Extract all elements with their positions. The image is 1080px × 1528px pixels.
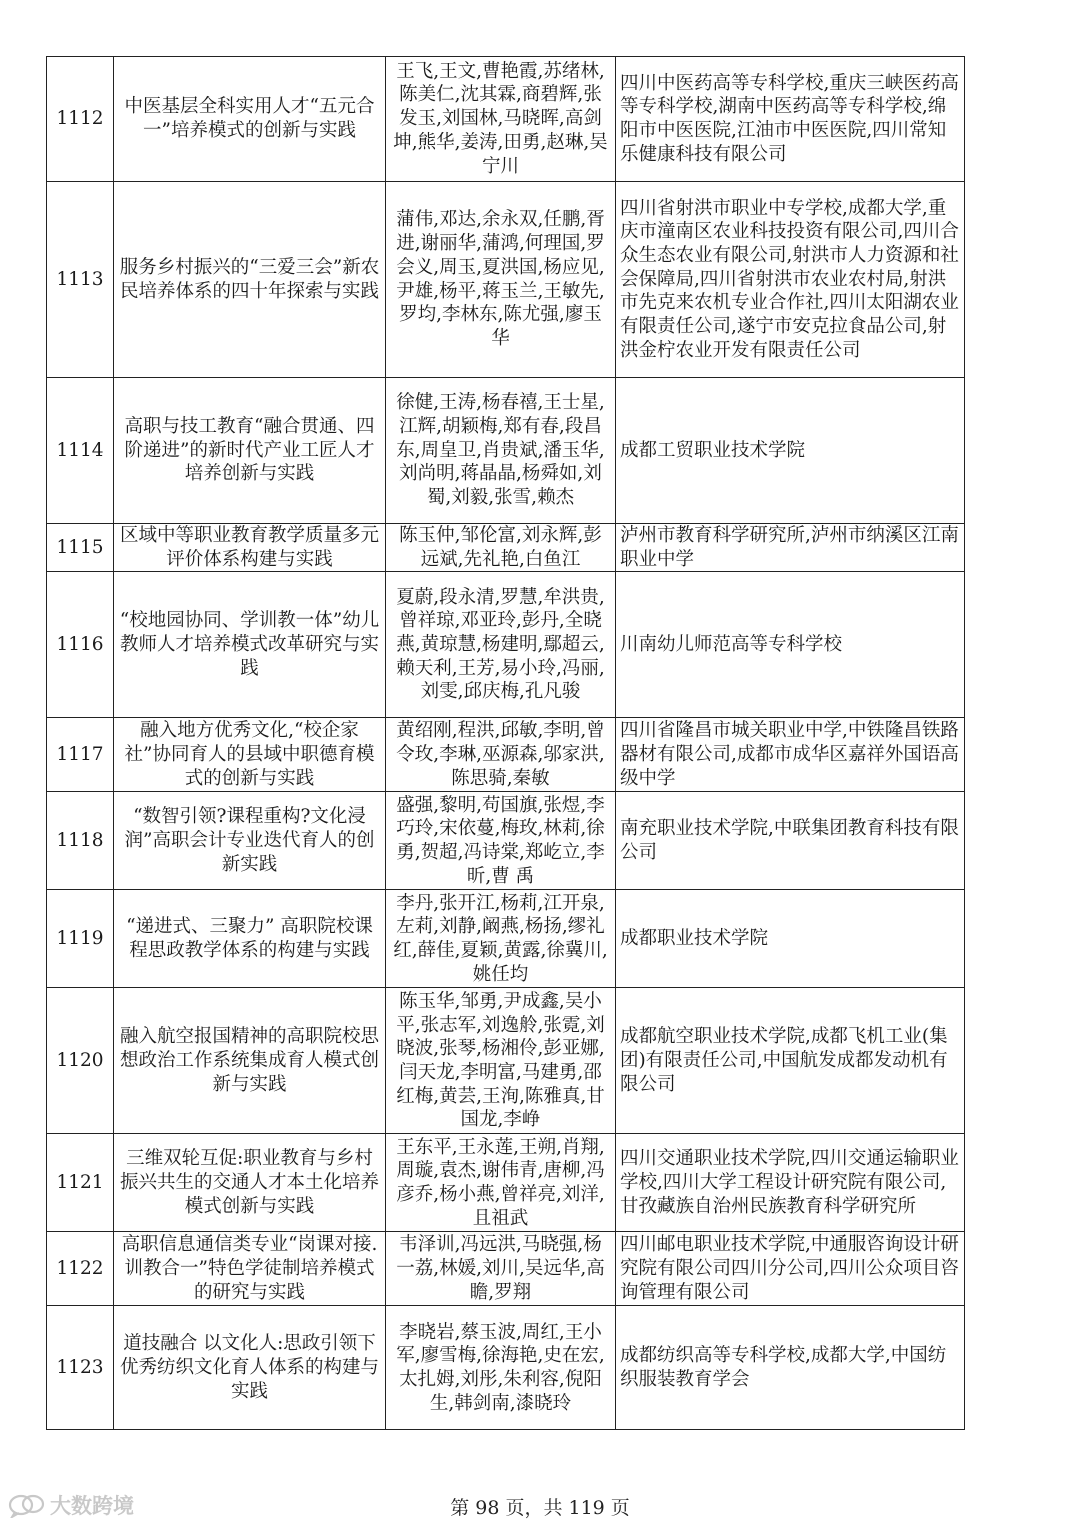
- table-row: [47, 1134, 965, 1232]
- team-members: 韦泽训,冯远洪,马晓强,杨一荔,林媛,刘川,吴远华,高瞻,罗翔: [386, 1232, 616, 1306]
- project-title: “数智引领?课程重构?文化浸润”高职会计专业迭代育人的创新实践: [114, 792, 386, 890]
- team-members: 蒲伟,邓达,余永双,任鹏,胥进,谢丽华,蒲鸿,何理国,罗会义,周玉,夏洪国,杨应见,尹雄,杨平,蒋玉兰,王敏先,罗均,李林东,陈尤强,廖玉华: [386, 182, 616, 378]
- organizations: 泸州市教育科学研究所,泸州市纳溪区江南职业中学: [616, 524, 965, 572]
- project-title: 区域中等职业教育教学质量多元评价体系构建与实践: [114, 524, 386, 572]
- award-table: [46, 56, 965, 1430]
- table-row: [47, 988, 965, 1134]
- team-members: 王飞,王文,曹艳霞,苏绪林,陈美仁,沈其霖,商碧辉,张发玉,刘国林,马晓晖,高剑坤,熊华,姜涛,田勇,赵琳,吴宁川: [386, 57, 616, 182]
- organizations: 四川交通职业技术学院,四川交通运输职业学校,四川大学工程设计研究院有限公司,甘孜藏族自治州民族教育科学研究所: [616, 1134, 965, 1232]
- table-row: [47, 890, 965, 988]
- organizations: 南充职业技术学院,中联集团教育科技有限公司: [616, 792, 965, 890]
- page-footer: 第 98 页，共 119 页: [450, 1497, 630, 1519]
- organizations: 四川中医药高等专科学校,重庆三峡医药高等专科学校,湖南中医药高等专科学校,绵阳市中医医院,江油市中医医院,四川常知乐健康科技有限公司: [616, 57, 965, 182]
- project-title: 融入地方优秀文化,“校企家社”协同育人的县域中职德育模式的创新与实践: [114, 718, 386, 792]
- table-row: [47, 378, 965, 524]
- table-row: [47, 792, 965, 890]
- project-title: 高职信息通信类专业“岗课对接. 训教合一”特色学徒制培养模式的研究与实践: [114, 1232, 386, 1306]
- bubble-logo-icon: [8, 1492, 46, 1518]
- organizations: 四川省隆昌市城关职业中学,中铁隆昌铁路器材有限公司,成都市成华区嘉祥外国语高级中学: [616, 718, 965, 792]
- organizations: 成都职业技术学院: [616, 890, 965, 988]
- team-members: 李丹,张开江,杨莉,江开泉,左莉,刘静,阚燕,杨扬,缪礼红,薛佳,夏颖,黄露,徐冀川,姚任均: [386, 890, 616, 988]
- table-row: [47, 182, 965, 378]
- project-title: 服务乡村振兴的“三爱三会”新农民培养体系的四十年探索与实践: [114, 182, 386, 378]
- team-members: 陈玉华,邹勇,尹成鑫,吴小平,张志军,刘逸舲,张霓,刘晓波,张琴,杨湘伶,彭亚娜,闫天龙,李明富,马建勇,邵红梅,黄芸,王洵,陈雅真,甘国龙,李峥: [386, 988, 616, 1134]
- row-number: 1116: [47, 572, 114, 718]
- row-number: 1115: [47, 524, 114, 572]
- row-number: 1114: [47, 378, 114, 524]
- watermark: [8, 1490, 134, 1520]
- watermark-text: 大数跨境: [50, 1494, 134, 1518]
- organizations: 成都工贸职业技术学院: [616, 378, 965, 524]
- table-row: [47, 1232, 965, 1306]
- organizations: 成都纺织高等专科学校,成都大学,中国纺织服装教育学会: [616, 1306, 965, 1430]
- table-body: [47, 57, 965, 1430]
- row-number: 1123: [47, 1306, 114, 1430]
- team-members: 盛强,黎明,苟国旗,张煜,李巧玲,宋依蔓,梅玫,林莉,徐勇,贺超,冯诗棠,郑屹立,李 昕,曹 禹: [386, 792, 616, 890]
- award-table-container: [46, 56, 964, 1430]
- row-number: 1117: [47, 718, 114, 792]
- project-title: 融入航空报国精神的高职院校思想政治工作系统集成育人模式创新与实践: [114, 988, 386, 1134]
- team-members: 夏蔚,段永清,罗慧,牟洪贵,曾祥琼,邓亚玲,彭丹,全晓燕,黄琼慧,杨建明,鄢超云,赖天利,王芳,易小玲,冯丽,刘雯,邱庆梅,孔凡骏: [386, 572, 616, 718]
- organizations: 成都航空职业技术学院,成都飞机工业(集团)有限责任公司,中国航发成都发动机有限公司: [616, 988, 965, 1134]
- row-number: 1121: [47, 1134, 114, 1232]
- table-row: [47, 57, 965, 182]
- organizations: 四川邮电职业技术学院,中通服咨询设计研究院有限公司四川分公司,四川公众项目咨询管理有限公司: [616, 1232, 965, 1306]
- project-title: “递进式、三聚力” 高职院校课程思政教学体系的构建与实践: [114, 890, 386, 988]
- table-row: [47, 572, 965, 718]
- row-number: 1118: [47, 792, 114, 890]
- team-members: 黄绍刚,程洪,邱敏,李明,曾令玫,李琳,巫源森,邬家洪,陈思骑,秦敏: [386, 718, 616, 792]
- row-number: 1122: [47, 1232, 114, 1306]
- table-row: [47, 718, 965, 792]
- row-number: 1120: [47, 988, 114, 1134]
- team-members: 王东平,王永莲,王朔,肖翔,周璇,袁杰,谢伟青,唐柳,冯彦乔,杨小燕,曾祥亮,刘洋,且祖武: [386, 1134, 616, 1232]
- project-title: “校地园协同、学训教一体”幼儿教师人才培养模式改革研究与实践: [114, 572, 386, 718]
- project-title: 道技融合 以文化人:思政引领下优秀纺织文化育人体系的构建与实践: [114, 1306, 386, 1430]
- organizations: 川南幼儿师范高等专科学校: [616, 572, 965, 718]
- table-row: [47, 524, 965, 572]
- row-number: 1112: [47, 57, 114, 182]
- row-number: 1113: [47, 182, 114, 378]
- row-number: 1119: [47, 890, 114, 988]
- project-title: 高职与技工教育“融合贯通、四阶递进”的新时代产业工匠人才培养创新与实践: [114, 378, 386, 524]
- project-title: 中医基层全科实用人才“五元合一”培养模式的创新与实践: [114, 57, 386, 182]
- project-title: 三维双轮互促:职业教育与乡村振兴共生的交通人才本土化培养模式创新与实践: [114, 1134, 386, 1232]
- team-members: 陈玉仲,邹伦富,刘永辉,彭远斌,先礼艳,白鱼江: [386, 524, 616, 572]
- table-row: [47, 1306, 965, 1430]
- organizations: 四川省射洪市职业中专学校,成都大学,重庆市潼南区农业科技投资有限公司,四川合众生态农业有限公司,射洪市人力资源和社会保障局,四川省射洪市农业农村局,射洪市先克来农机专业合作社,四川太阳湖农业有限责任公司,遂宁市安克拉食品公司,射洪金柠农业开发有限责任公司: [616, 182, 965, 378]
- team-members: 徐健,王涛,杨春禧,王士星,江辉,胡颖梅,郑有春,段昌东,周皇卫,肖贵斌,潘玉华,刘尚明,蒋晶晶,杨舜如,刘蜀,刘毅,张雪,赖杰: [386, 378, 616, 524]
- team-members: 李晓岩,蔡玉波,周红,王小军,廖雪梅,徐海艳,史在宏,太扎姆,刘彤,朱利容,倪阳生,韩剑南,漆晓玲: [386, 1306, 616, 1430]
